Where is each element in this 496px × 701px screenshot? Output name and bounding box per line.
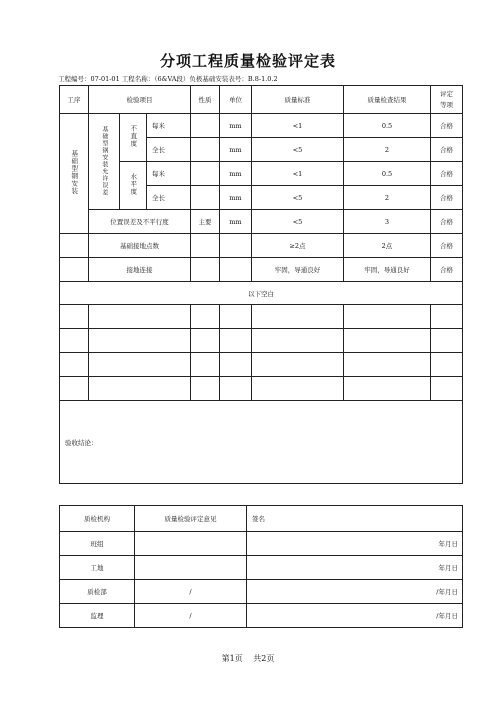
row-standard: <5 bbox=[252, 186, 344, 210]
page-total: 共2页 bbox=[253, 654, 275, 663]
row-item: 基础接地点数 bbox=[89, 234, 191, 258]
row-grade: 合格 bbox=[431, 114, 463, 138]
subgroup-cell bbox=[120, 162, 147, 210]
page-title: 分项工程质量检验评定表 bbox=[159, 52, 336, 70]
row-item: 全长 bbox=[147, 186, 191, 210]
row-result: 0.5 bbox=[344, 114, 431, 138]
header-grade: 评定 等项 bbox=[431, 86, 463, 114]
row-grade: 合格 bbox=[431, 162, 463, 186]
page-number: 第1页 bbox=[221, 654, 243, 663]
row-grade: 合格 bbox=[431, 258, 463, 282]
empty-row bbox=[60, 377, 463, 401]
row-item: 每米 bbox=[147, 114, 191, 138]
sign-header-row bbox=[60, 506, 463, 532]
subgroup-label: 不直度 bbox=[129, 125, 138, 148]
row-standard: <1 bbox=[252, 162, 344, 186]
row-result: 2 bbox=[344, 138, 431, 162]
sign-date: /年月日 bbox=[247, 604, 463, 628]
empty-row bbox=[60, 353, 463, 377]
row-item: 每米 bbox=[147, 162, 191, 186]
row-result: 2点 bbox=[344, 234, 431, 258]
sign-table bbox=[59, 505, 463, 628]
row-standard: 牢固，导通良好 bbox=[252, 258, 344, 282]
row-grade: 合格 bbox=[431, 138, 463, 162]
empty-row bbox=[60, 329, 463, 353]
row-nature bbox=[191, 234, 220, 258]
row-grade: 合格 bbox=[431, 234, 463, 258]
row-grade: 合格 bbox=[431, 186, 463, 210]
row-unit: mm bbox=[220, 114, 252, 138]
page-footer bbox=[0, 653, 496, 664]
sign-unit: 质检部 bbox=[60, 580, 135, 604]
table-row bbox=[60, 234, 463, 258]
inspection-table bbox=[59, 85, 463, 484]
header-unit: 单位 bbox=[220, 86, 252, 114]
sign-header-opinion: 质量检验评定意见 bbox=[135, 506, 247, 532]
sign-unit: 班组 bbox=[60, 532, 135, 556]
sign-header-signature: 签名 bbox=[247, 506, 463, 532]
row-result: 2 bbox=[344, 186, 431, 210]
sign-header-unit: 质检机构 bbox=[60, 506, 135, 532]
row-standard: <5 bbox=[252, 210, 344, 234]
sign-opinion: / bbox=[135, 580, 247, 604]
sign-date: 年月日 bbox=[247, 556, 463, 580]
row-grade: 合格 bbox=[431, 210, 463, 234]
row-unit: mm bbox=[220, 186, 252, 210]
sign-unit: 工地 bbox=[60, 556, 135, 580]
header-row bbox=[60, 86, 463, 114]
header-result: 质量检查结果 bbox=[344, 86, 431, 114]
row-nature bbox=[191, 138, 220, 162]
row-item: 位置误差及不平行度 bbox=[89, 210, 191, 234]
row-item: 接地连接 bbox=[89, 258, 191, 282]
header-standard: 质量标准 bbox=[252, 86, 344, 114]
sign-row bbox=[60, 604, 463, 628]
sign-opinion: / bbox=[135, 604, 247, 628]
row-result: 3 bbox=[344, 210, 431, 234]
blank-marker: 以下空白 bbox=[60, 282, 463, 305]
sign-row bbox=[60, 556, 463, 580]
sign-opinion bbox=[135, 532, 247, 556]
group-label: 基础型钢安装允许误差 bbox=[100, 125, 108, 196]
group-cell bbox=[89, 114, 120, 210]
header-nature: 性质 bbox=[191, 86, 220, 114]
process-name: 基础型钢安装 bbox=[70, 150, 79, 195]
blank-marker-row bbox=[60, 282, 463, 305]
row-nature bbox=[191, 114, 220, 138]
row-standard: ≥2点 bbox=[252, 234, 344, 258]
table-row bbox=[60, 114, 463, 138]
table-row bbox=[60, 210, 463, 234]
row-result: 0.5 bbox=[344, 162, 431, 186]
subgroup-cell bbox=[120, 114, 147, 162]
row-nature bbox=[191, 162, 220, 186]
table-row bbox=[60, 162, 463, 186]
sign-opinion bbox=[135, 556, 247, 580]
row-standard: <1 bbox=[252, 114, 344, 138]
row-item: 全长 bbox=[147, 138, 191, 162]
row-process bbox=[60, 258, 89, 282]
acceptance-conclusion: 验收结论： bbox=[60, 401, 463, 484]
header-item: 检验项目 bbox=[89, 86, 191, 114]
row-unit: mm bbox=[220, 210, 252, 234]
row-unit bbox=[220, 234, 252, 258]
sign-date: 年月日 bbox=[247, 532, 463, 556]
row-nature bbox=[191, 258, 220, 282]
row-nature bbox=[191, 186, 220, 210]
sign-row bbox=[60, 532, 463, 556]
process-cell bbox=[60, 114, 89, 234]
header-process: 工序 bbox=[60, 86, 89, 114]
empty-row bbox=[60, 305, 463, 329]
row-unit: mm bbox=[220, 138, 252, 162]
sign-row bbox=[60, 580, 463, 604]
row-standard: <5 bbox=[252, 138, 344, 162]
row-result: 牢固，导通良好 bbox=[344, 258, 431, 282]
project-meta: 工程编号：07-01-01 工程名称：（6&VA段）负极基础安装表号：B.8-1.0.2 bbox=[58, 75, 278, 83]
row-nature: 主要 bbox=[191, 210, 220, 234]
subgroup-label: 水平度 bbox=[129, 173, 138, 196]
sign-unit: 监理 bbox=[60, 604, 135, 628]
table-row bbox=[60, 258, 463, 282]
row-unit bbox=[220, 258, 252, 282]
acceptance-row bbox=[60, 401, 463, 484]
sign-date: /年月日 bbox=[247, 580, 463, 604]
row-process bbox=[60, 234, 89, 258]
row-unit: mm bbox=[220, 162, 252, 186]
